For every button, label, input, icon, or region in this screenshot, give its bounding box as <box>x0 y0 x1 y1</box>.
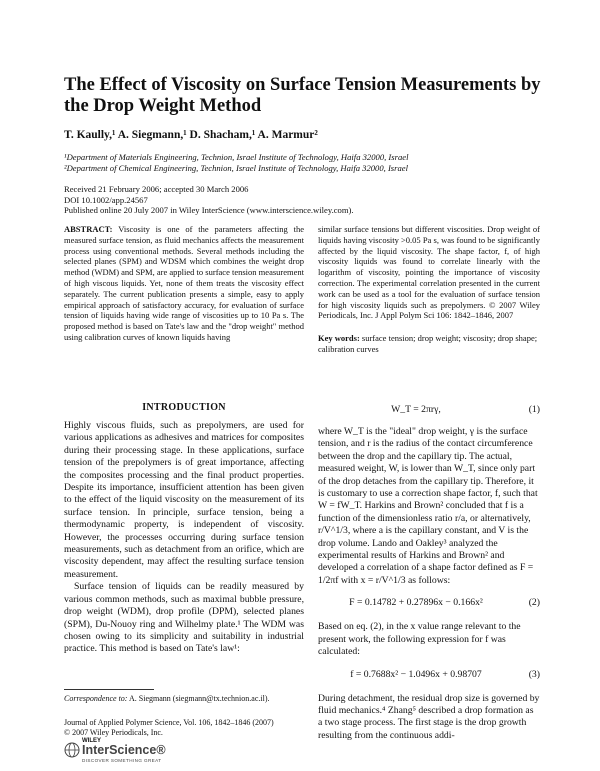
published-online: Published online 20 July 2007 in Wiley InterScience (www.interscience.wiley.com). <box>64 205 354 216</box>
journal-name: Journal of Applied Polymer Science, Vol. 106, 1842–1846 (2007) <box>64 718 274 727</box>
abstract-col2 <box>318 224 540 321</box>
interscience-globe-icon <box>64 742 80 758</box>
author-list: T. Kaully,¹ A. Siegmann,¹ D. Shacham,¹ A. Marmur² <box>64 129 318 141</box>
intro-paragraph-1: Highly viscous fluids, such as prepolymers, are used for various applications as adhesives and matrices for composites during their processing stage. In these applications, surface tension of the prepolymers is of great importance, affecting the composites processing and the final product properties. Despite its importance, insufficient attention has been given to the effect of the liquid viscosity on the measurement of its surface tension. In principle, surface tension, being a thermodynamic property, is independent of viscosity. However, the processes occurring during surface tension measurements, such as detachment from an orifice, which are viscosity dependent, may affect the resulting surface tension measurement. <box>64 420 304 580</box>
abstract-text-2: similar surface tensions but different viscosities. Drop weight of liquids having viscosity >0.05 Pa s, was found to be significantly affected by the liquid viscosity. The shape factor, f, of high viscosity liquids was found to correlate linearly with the logarithm of viscosity, pointing the importance of viscosity correction. The experimental correlation presented in the current work can be used as a tool for the evaluation of surface tension for high viscosity liquids such as prepolymers. © 2007 Wiley Periodicals, Inc. J Appl Polym Sci 106: 1842–1846, 2007 <box>318 224 540 321</box>
intro-paragraph-2: Surface tension of liquids can be readily measured by various common methods, such as maximal bubble pressure, drop weight (WDM), drop profile (DPM), selected planes (SPM), Du-Nouoy ring and Wilhelmy plate.¹ The WDM was chosen owing to its simplicity and suitability in industrial practice. This method is based on Tate's law¹: <box>64 581 304 655</box>
paper-title: The Effect of Viscosity on Surface Tension Measurements by the Drop Weight Method <box>64 75 541 116</box>
affiliation-2: ²Department of Chemical Engineering, Technion, Israel Institute of Technology, Haifa 32000, Israel <box>64 163 408 173</box>
footnote-divider <box>64 689 154 690</box>
body-paragraph-where: where W_T is the "ideal" drop weight, γ is the surface tension, and r is the radius of the contact circumference between the drop and the capillary tip. The actual, measured weight, W, is lower than W_T, since only part of the drop detaches from the capillary tip. Therefore, it is customary to use a correction shape factor, f, such that W = fW_T. Harkins and Brown² concluded that f is a function of the dimensionless ratio r/a, or alternatively, r/V^1/3, where a is the capillary constant, and V is the drop volume. Lando and Oakley³ analyzed the experimental results of Harkins and Brown² and developed a correlation of a shape factor defined as F = 1/2πf with x = r/V^1/3 as follows: <box>318 426 538 586</box>
affiliations <box>64 152 408 174</box>
interscience-name: InterScience® <box>82 743 166 757</box>
keywords <box>318 333 540 355</box>
equation-2-number: (2) <box>528 597 540 609</box>
abstract-col1 <box>64 224 304 343</box>
received-date: Received 21 February 2006; accepted 30 March 2006 <box>64 184 249 194</box>
equation-3-expr: f = 0.7688x² − 1.0496x + 0.98707 <box>350 668 482 680</box>
body-paragraph-based: Based on eq. (2), in the x value range relevant to the present work, the following expression for f was calculated: <box>318 621 521 658</box>
correspondence-footnote <box>64 694 304 704</box>
equation-2 <box>318 593 540 615</box>
copyright: © 2007 Wiley Periodicals, Inc. <box>64 727 163 737</box>
equation-1 <box>318 400 540 422</box>
equation-3 <box>318 665 540 687</box>
body-paragraph-detachment: During detachment, the residual drop size is governed by fluid mechanics.⁴ Zhang⁵ described a drop formation as a two stage process. The first stage is the drop growth resulting from the continuous addi- <box>318 692 540 741</box>
affiliation-1: ¹Department of Materials Engineering, Technion, Israel Institute of Technology, Haifa 32000, Israel <box>64 152 409 162</box>
abstract-text-1: Viscosity is one of the parameters affecting the measured surface tension, as fluid mechanics affects the measurement process using conventional methods. Several methods including the selected planes (SPM) and WDSM which combines the weight drop method (WDM) and SPM, are applied to surface tension measurement of high viscous liquids. Yet, none of them treats the viscosity effect separately. The current publication presents a simple, easy to apply empirical approach of satisfactory accuracy, for evaluation of surface tension of liquids having wide range of viscosities up to 10 Pa s. The proposed method is based on Tate's law and the "drop weight" method using calibration curves of known liquids having <box>64 224 304 342</box>
equation-1-number: (1) <box>528 404 540 415</box>
keywords-label: Key words: <box>318 333 360 343</box>
wiley-brand: WILEY <box>82 738 101 744</box>
equation-3-number: (3) <box>528 668 540 680</box>
correspondence-text: A. Siegmann (siegmann@tx.technion.ac.il). <box>129 694 270 703</box>
keywords-text: surface tension; drop weight; viscosity; drop shape; calibration curves <box>318 333 538 354</box>
section-heading-introduction: INTRODUCTION <box>142 402 226 413</box>
body-column-right <box>318 400 540 742</box>
publication-dates <box>64 184 354 216</box>
doi: DOI 10.1002/app.24567 <box>64 194 148 205</box>
logo-tagline: DISCOVER SOMETHING GREAT <box>82 758 162 763</box>
equation-1-expr: W_T = 2πrγ, <box>391 404 441 415</box>
journal-citation <box>64 718 324 738</box>
body-column-left <box>64 420 304 656</box>
abstract-label: ABSTRACT: <box>64 224 113 234</box>
equation-2-expr: F = 0.14782 + 0.27896x − 0.166x² <box>349 597 483 609</box>
interscience-logo <box>64 738 214 770</box>
correspondence-label: Correspondence to: <box>64 694 128 703</box>
